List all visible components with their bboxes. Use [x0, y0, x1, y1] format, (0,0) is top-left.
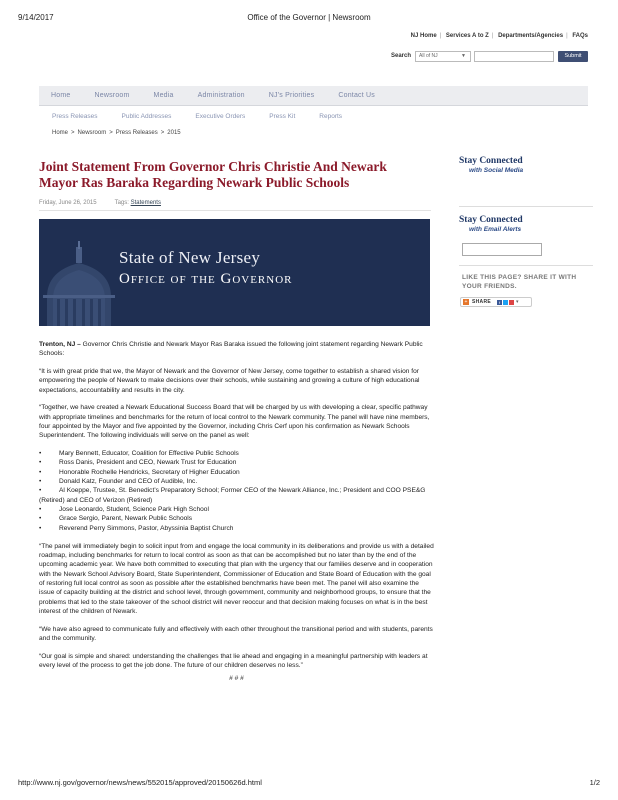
- main-nav: [39, 86, 588, 106]
- page-number: 1/2: [589, 778, 600, 787]
- intro-text: Governor Chris Christie and Newark Mayor Ras Baraka issued the following joint statement regarding Newark Public Schools:: [39, 341, 423, 358]
- nav-newsroom[interactable]: Newsroom: [94, 92, 130, 99]
- share-button[interactable]: [460, 297, 532, 307]
- banner-office-text: Office of the Governor: [119, 271, 293, 287]
- list-item: • Jose Leonardo, Student, Science Park High School: [39, 505, 209, 513]
- member-name: Mary Bennett, Educator, Coalition for Effective Public Schools: [59, 450, 239, 458]
- article-paragraph: “Our goal is simple and shared: understanding the challenges that lie ahead and engaging in a meaningful partnership with leaders at every level of the process to get the job done. The future of our children deserves no less.”: [39, 652, 428, 670]
- twitter-icon[interactable]: [503, 300, 508, 305]
- chevron-down-icon[interactable]: ▾: [516, 299, 519, 305]
- list-item: • Grace Sergio, Parent, Newark Public Schools: [39, 515, 193, 523]
- share-icon: +: [464, 299, 468, 305]
- departments-link[interactable]: Departments/Agencies: [498, 33, 564, 39]
- end-marker: # # #: [229, 675, 244, 683]
- breadcrumb-sep: >: [71, 130, 75, 136]
- list-item: • Ross Danis, President and CEO, Newark Trust for Education: [39, 459, 237, 467]
- article-date: Friday, June 26, 2015: [39, 200, 97, 206]
- tag-statements-link[interactable]: Statements: [130, 200, 161, 206]
- email-field[interactable]: [462, 243, 542, 256]
- article-body: [39, 340, 434, 684]
- member-name: Al Koeppe, Trustee, St. Benedict’s Preparatory School; Former CEO of the Newark Alliance, Inc.; President and COO PSE&G (Retired) and CEO of Verizon (Retired): [39, 487, 426, 504]
- share-prompt: LIKE THIS PAGE? SHARE IT WITH YOUR FRIENDS.: [462, 274, 577, 290]
- stay-connected-social-title[interactable]: Stay Connected: [459, 156, 523, 166]
- search-input[interactable]: [474, 51, 554, 62]
- article-meta: [39, 200, 161, 206]
- article-intro: [39, 340, 434, 359]
- list-item: • Honorable Rochelle Hendricks, Secretary of Higher Education: [39, 468, 240, 476]
- print-title: Office of the Governor | Newsroom: [247, 13, 371, 22]
- divider: [459, 265, 593, 266]
- member-name: Honorable Rochelle Hendricks, Secretary of Higher Education: [59, 468, 240, 476]
- list-item: • Donald Katz, Founder and CEO of Audible, Inc.: [39, 478, 198, 486]
- divider: [39, 210, 431, 211]
- member-name: Donald Katz, Founder and CEO of Audible, Inc.: [59, 478, 198, 486]
- search-scope-value: All of NJ: [419, 52, 438, 59]
- stay-connected-email-sub[interactable]: with Email Alerts: [469, 226, 522, 233]
- search-submit-button[interactable]: Submit: [558, 51, 588, 62]
- article-paragraph: “We have also agreed to communicate fully and effectively with each other throughout the transitional period and with students, parents and the community.: [39, 625, 433, 643]
- faqs-link[interactable]: FAQs: [572, 33, 588, 39]
- utility-links: NJ Home | Services A to Z | Departments/Agencies | FAQs: [410, 33, 588, 39]
- page-title: Joint Statement From Governor Chris Christie And Newark Mayor Ras Baraka Regarding Newark Public Schools: [39, 159, 387, 190]
- sub-nav: [52, 113, 366, 120]
- breadcrumb-sep: >: [109, 130, 113, 136]
- nj-home-link[interactable]: NJ Home: [410, 33, 437, 39]
- breadcrumb-sep: >: [160, 130, 165, 136]
- breadcrumb-press-releases[interactable]: Press Releases: [115, 130, 158, 136]
- subnav-reports[interactable]: Reports: [319, 113, 343, 120]
- member-list: [39, 449, 434, 533]
- member-name: Jose Leonardo, Student, Science Park High School: [59, 505, 209, 513]
- breadcrumb: [52, 130, 184, 136]
- member-name: Reverend Perry Simmons, Pastor, Abyssinia Baptist Church: [59, 524, 234, 532]
- banner-state-text: State of New Jersey: [119, 248, 261, 267]
- chevron-down-icon: ▼: [461, 52, 466, 59]
- nav-home[interactable]: Home: [51, 92, 71, 99]
- nav-media[interactable]: Media: [153, 92, 174, 99]
- subnav-press-releases[interactable]: Press Releases: [52, 113, 98, 120]
- breadcrumb-home[interactable]: Home: [52, 130, 69, 136]
- stay-connected-social-sub[interactable]: with Social Media: [469, 167, 524, 174]
- print-header: [18, 13, 600, 25]
- article-paragraph: “It is with great pride that we, the Mayor of Newark and the Governor of New Jersey, come together to establish a shared vision for empowering the people of Newark to make decisions over their schools, while sustaining and growing a culture of high educational expectations, accountability and results in the city.: [39, 368, 420, 394]
- print-date: 9/14/2017: [18, 13, 54, 22]
- nav-contact[interactable]: Contact Us: [338, 92, 375, 99]
- dateline: Trenton, NJ –: [39, 341, 81, 348]
- divider: [459, 206, 593, 207]
- nav-administration[interactable]: Administration: [197, 92, 245, 99]
- article-tags: [115, 200, 161, 206]
- article-paragraph: “The panel will immediately begin to solicit input from and engage the local community in its deliberations and provide us with a detailed roadmap, including benchmarks for return to local control as soon as that can be accomplished but no later than by the end of the upcoming academic year. We have both committed to executing that plan with the urgency that our families deserve and in cooperation with the Newark School Advisory Board, State Superintendent, Commissioner of Education and State Board of Education with the goal of restoring full local control as soon as possible after the established benchmarks have been met. The panel will also examine the issue of capacity building at the district and school level, through government, community and neighborhood groups, to ensure that the problems that led to the state takeover of the school district will never reoccur and that decision making focuses on what is in the best interest of the children of Newark.: [39, 542, 434, 615]
- tags-label: Tags:: [114, 200, 129, 206]
- subnav-executive-orders[interactable]: Executive Orders: [195, 113, 246, 120]
- search-scope-select[interactable]: [415, 51, 471, 62]
- search-bar: [391, 50, 588, 62]
- breadcrumb-newsroom[interactable]: Newsroom: [77, 130, 107, 136]
- list-item: • Mary Bennett, Educator, Coalition for Effective Public Schools: [39, 450, 239, 458]
- print-url: http://www.nj.gov/governor/news/news/552015/approved/20150626d.html: [18, 778, 262, 787]
- stay-connected-social: [459, 156, 594, 174]
- list-item: • Al Koeppe, Trustee, St. Benedict’s Preparatory School; Former CEO of the Newark Alliance, Inc.; President and COO PSE&G (Retired) and CEO of Verizon (Retired): [39, 487, 426, 504]
- services-link[interactable]: Services A to Z: [445, 33, 489, 39]
- share-label: SHARE: [472, 299, 492, 305]
- office-banner: [39, 219, 430, 326]
- stay-connected-email: [459, 215, 594, 233]
- subnav-press-kit[interactable]: Press Kit: [269, 113, 296, 120]
- nav-priorities[interactable]: NJ's Priorities: [268, 92, 315, 99]
- article-paragraph: “Together, we have created a Newark Educational Success Board that will be charged by us with developing a clear, specific pathway with appropriate timelines and benchmarks for the return of local control to the Newark community. The panel will have nine members, four appointed by the Mayor and five appointed by the Governor, including Chris Cerf upon his confirmation as Newark Schools Superintendent. The following individuals will serve on the panel as well:: [39, 404, 430, 440]
- facebook-icon[interactable]: f: [498, 299, 501, 305]
- member-name: Ross Danis, President and CEO, Newark Trust for Education: [59, 459, 237, 467]
- member-name: Grace Sergio, Parent, Newark Public Schools: [59, 515, 193, 523]
- stay-connected-email-title[interactable]: Stay Connected: [459, 215, 523, 225]
- email-icon[interactable]: [509, 300, 514, 305]
- list-item: • Reverend Perry Simmons, Pastor, Abyssinia Baptist Church: [39, 524, 234, 532]
- subnav-public-addresses[interactable]: Public Addresses: [121, 113, 172, 120]
- breadcrumb-year[interactable]: 2015: [167, 130, 181, 136]
- search-label: Search: [390, 53, 411, 59]
